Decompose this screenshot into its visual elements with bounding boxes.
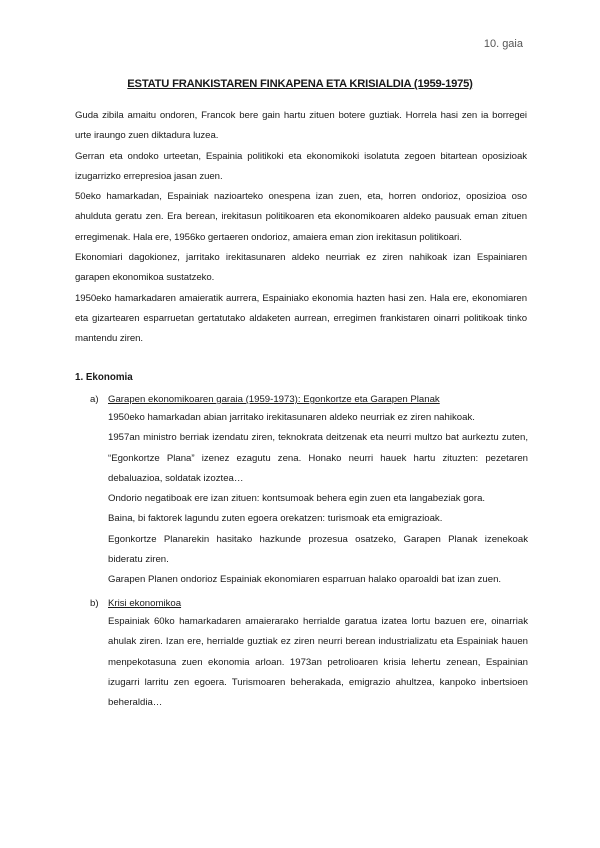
subsection-a [90, 391, 530, 591]
subsection-b-letter: b) [90, 598, 99, 609]
subsection-a-paragraph: 1950eko hamarkadan abian jarritako irekitasunaren aldeko neurriak ez ziren nahikoak. [108, 412, 475, 423]
intro-paragraph: 50eko hamarkadan, Espainiak nazioarteko onespena izan zuen, eta, horren ondorioz, oposizioa oso ahulduta geratu zen. Era berean, irekitasun politikoaren eta ekonomikoaren aldeko pausuak eman zituen erregimenak. Hala ere, 1956ko gertaeren ondorioz, amaiera eman zion irekitasun politikoari. [75, 191, 527, 243]
subsection-b [90, 595, 530, 713]
subsection-a-letter: a) [90, 394, 99, 405]
intro-paragraph: Guda zibila amaitu ondoren, Francok bere gain hartu zituen botere guztiak. Horrela hasi zen ia borregei urte iraungo zuen diktadura luzea. [75, 110, 527, 142]
subsection-a-paragraph: Baina, bi faktorek lagundu zuten egoera orekatzen: turismoak eta emigrazioak. [108, 513, 443, 525]
subsection-a-title: Garapen ekonomikoaren garaia (1959-1973): Egonkortze eta Garapen Planak [108, 394, 440, 405]
subsection-b-heading [90, 595, 530, 612]
intro-paragraph: 1950eko hamarkadaren amaieratik aurrera, Espainiako ekonomia hazten hasi zen. Hala ere, ekonomiaren eta gizartearen esparruetan gertatutako aldaketen aurrean, erregimen frankistaren oinarri politikoak tinko mantendu ziren. [75, 292, 527, 345]
subsection-b-paragraph: Espainiak 60ko hamarkadaren amaierarako herrialde garatua izatea lortu bazuen ere, oinarriak ahulak ziren. Izan ere, herrialde guztiak ez ziren neurri berean industrializatu eta Espainiak hauen menpekotasuna zuen ekonomia arloan. 1973an petrolioaren krisia lehertu zenean, Espainian izugarri larritu zen egoera. Turismoaren beherakada, emigrazio ahultzea, kanpoko inbertsioen beheraldia… [108, 616, 528, 709]
subsection-a-heading [90, 391, 530, 408]
intro-section [75, 106, 527, 350]
subsection-a-paragraph: 1957an ministro berriak izendatu ziren, teknokrata deitzenak eta neurri multzo bat aurkeztu zuten, “Egonkortze Plana” izenez ezagutu zena. Honako neurri hauek hartu zituzten: pezetaren debaluazioa, soldatak izoztea… [108, 432, 528, 484]
intro-paragraph: Ekonomiari dagokionez, jarritako irekitasunaren aldeko neurriak ez ziren nahikoak izan Espainiaren garapen ekonomikoa sustatzeko. [75, 252, 527, 284]
subsection-a-paragraph: Egonkortze Planarekin hasitako hazkunde prozesua osatzeko, Garapen Planak izenekoak bideratu ziren. [108, 533, 528, 566]
subsection-a-paragraph: Ondorio negatiboak ere izan zituen: kontsumoak behera egin zuen eta langabeziak gora. [108, 493, 486, 505]
intro-paragraph: Gerran eta ondoko urteetan, Espainia politikoki eta ekonomikoki isolatuta zegoen bitartean oposizioak izugarrizko errepresioa jasan zuen. [75, 150, 527, 182]
document-title: ESTATU FRANKISTAREN FINKAPENA ETA KRISIALDIA (1959-1975) [127, 78, 473, 90]
subsection-b-body [108, 612, 528, 713]
subsection-a-body [108, 408, 528, 591]
subsection-b-title: Krisi ekonomikoa [108, 598, 182, 609]
section-heading-ekonomia: 1. Ekonomia [75, 372, 133, 383]
page-number-label: 10. gaia [483, 38, 523, 50]
subsection-a-paragraph: Garapen Planen ondorioz Espainiak ekonomiaren esparruan halako oparoaldi bat izan zuen. [108, 574, 502, 586]
